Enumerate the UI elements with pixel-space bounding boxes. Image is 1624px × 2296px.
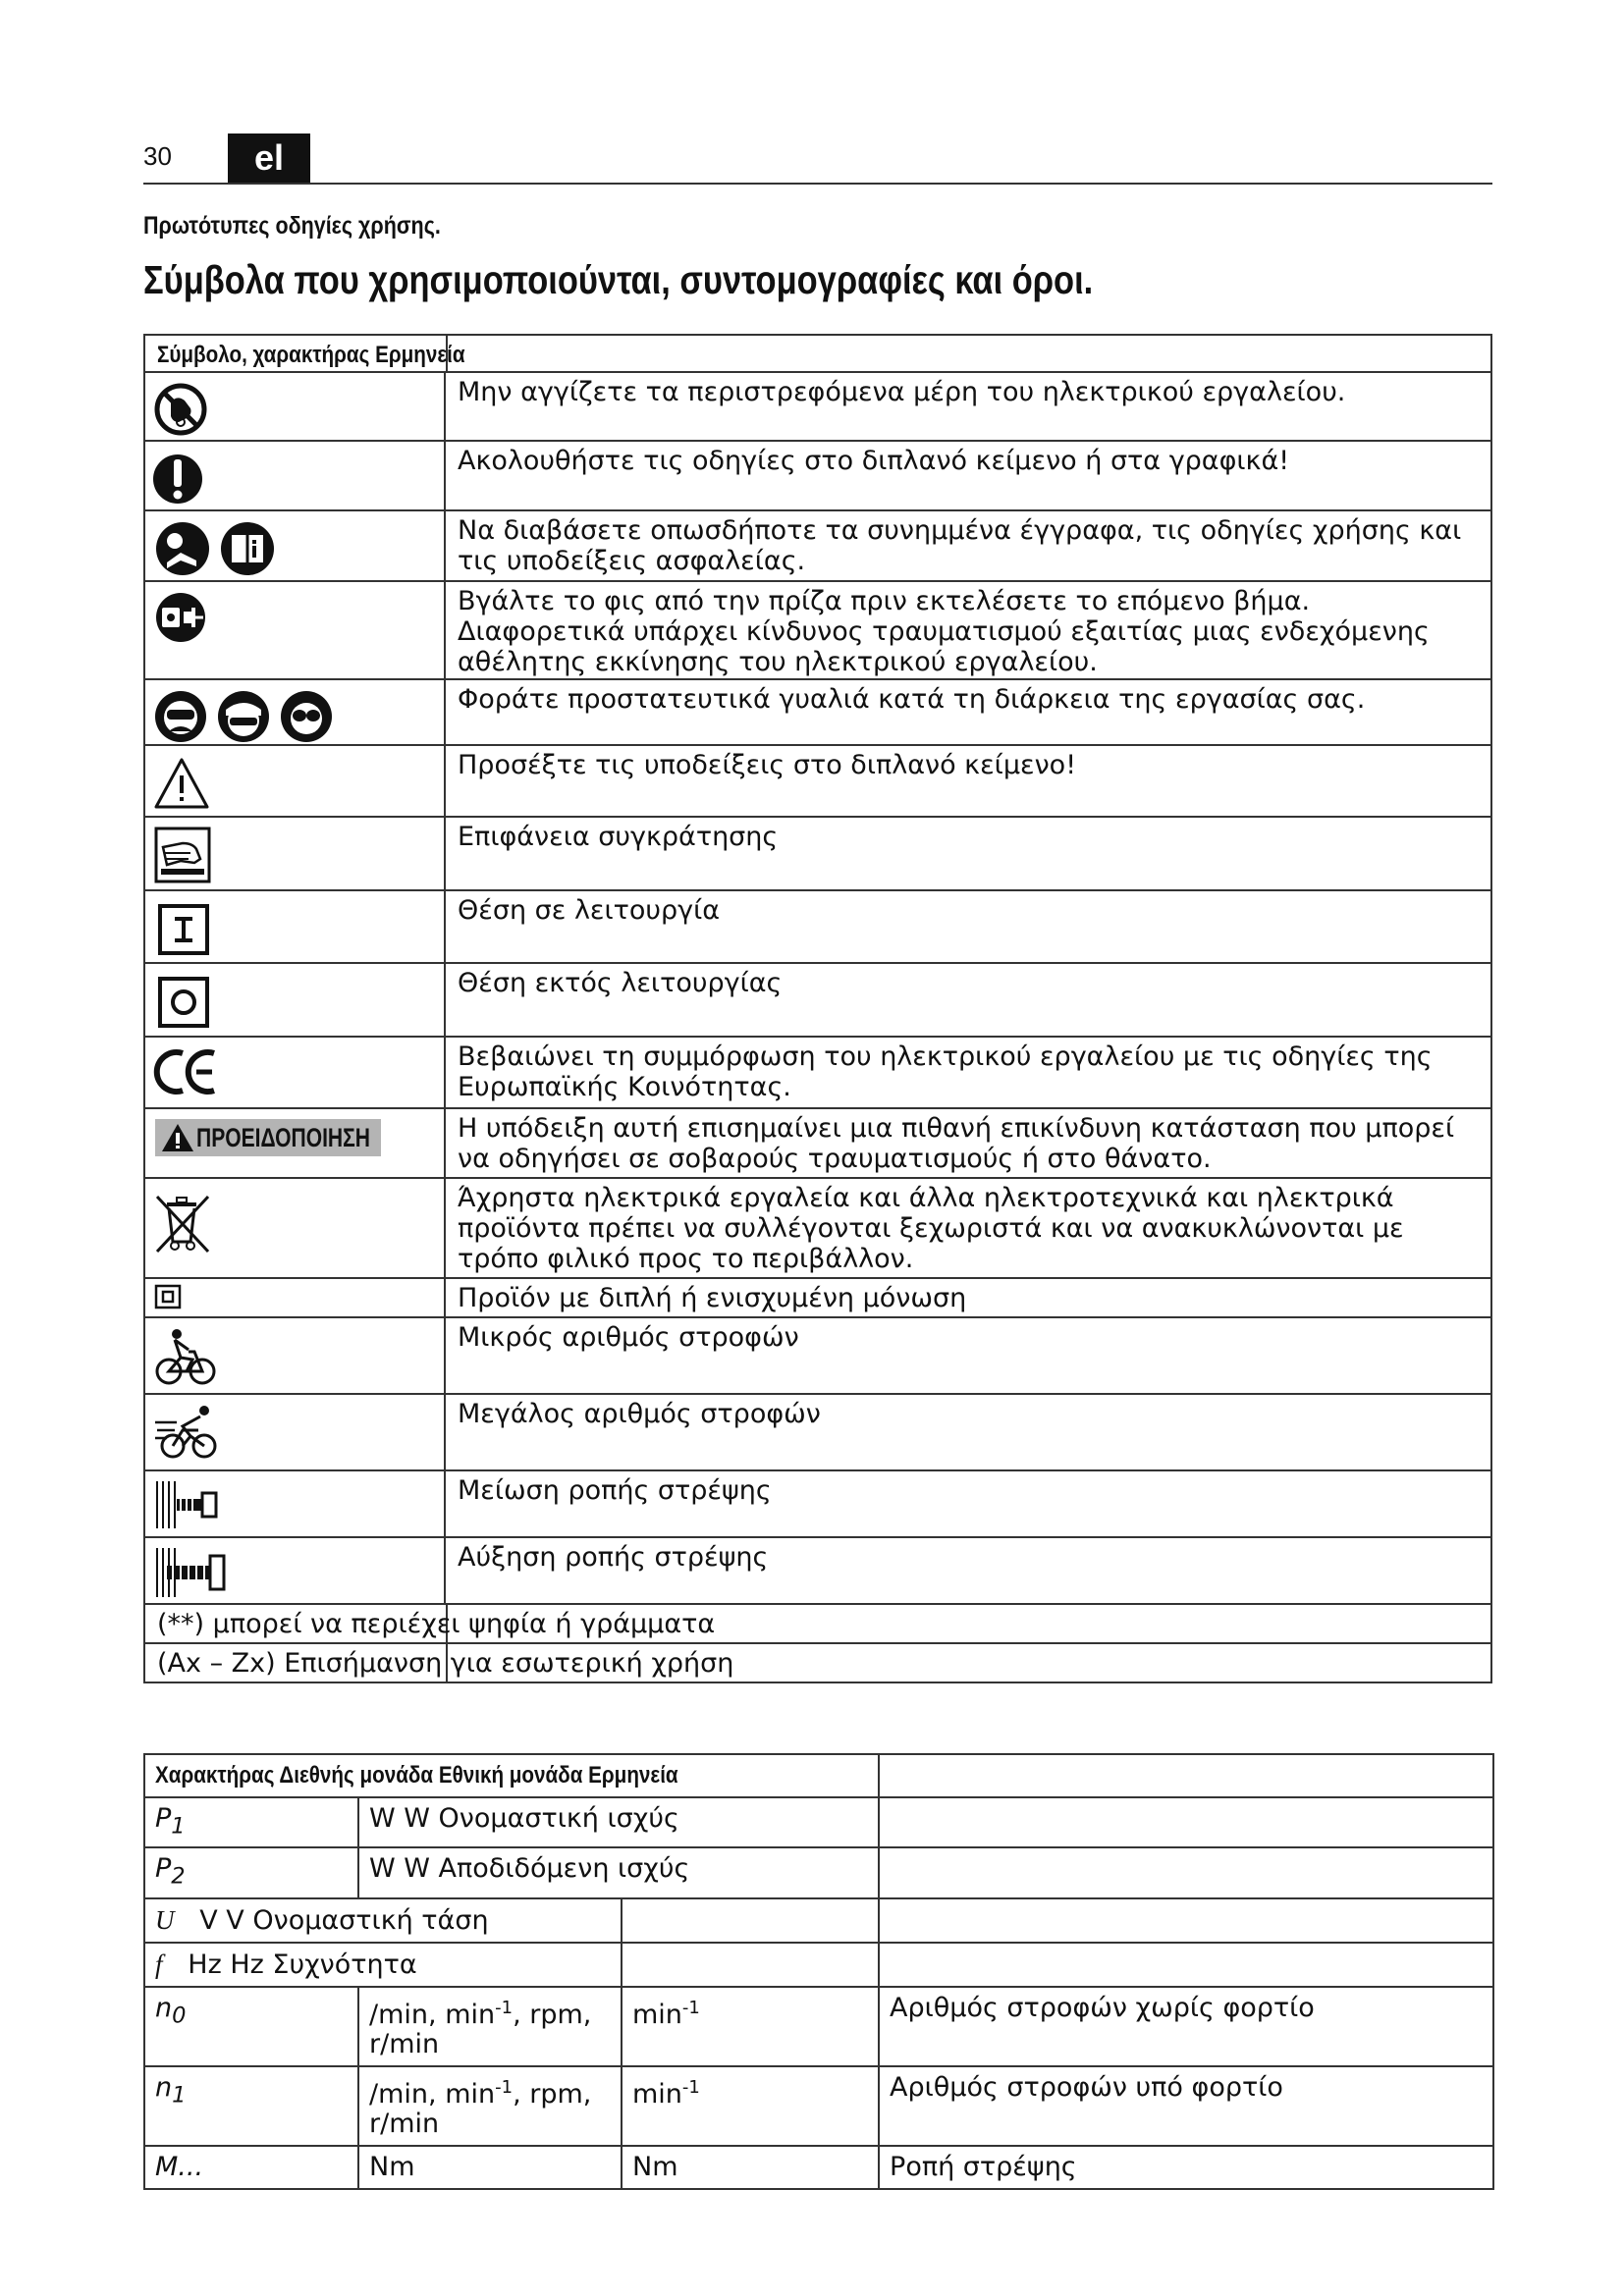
- symbol-description: Μην αγγίζετε τα περιστρεφόμενα μέρη του ηλεκτρικού εργαλείου.: [458, 377, 1346, 407]
- units-table-header: [144, 1754, 1493, 1797]
- page-number: 30: [143, 141, 172, 171]
- table-row: [143, 511, 1492, 582]
- table-row: [144, 1943, 1493, 1987]
- symbol-description: Βγάλτε το φις από την πρίζα πριν εκτελέσετε το επόμενο βήμα. Διαφορετικά υπάρχει κίνδυνος τραυματισμού εξαιτίας μιας ενδεχόμενης αθέλητης εκκίνησης του ηλεκτρικού εργαλείου.: [458, 586, 1430, 677]
- symbol-description: Ακολουθήστε τις οδηγίες στο διπλανό κείμενο ή στα γραφικά!: [458, 446, 1290, 476]
- table-row: [143, 1395, 1492, 1471]
- table-row: [143, 891, 1492, 964]
- unit-cell: /min, $\min^{-1}$, rpm, r/min: [358, 2066, 622, 2146]
- unit-cell: [879, 1797, 1493, 1847]
- warning-badge-icon: [155, 1119, 381, 1156]
- symbol-description: Η υπόδειξη αυτή επισημαίνει μια πιθανή επικίνδυνη κατάσταση που μπορεί να οδηγήσει σε σοβαρούς τραυματισμούς ή στο θάνατο.: [458, 1113, 1455, 1174]
- unit-symbol-subscript: 1: [171, 1813, 186, 1840]
- unit-symbol: n: [155, 2071, 173, 2103]
- unit-symbol: n: [155, 1992, 173, 2023]
- unit-symbol-subscript: 0: [172, 2002, 187, 2029]
- header-rule: [143, 183, 1492, 185]
- protective-goggles-icon: [153, 688, 340, 745]
- table-row: [143, 373, 1492, 442]
- units-table: [143, 1753, 1494, 2190]
- unit-cell: /min, $\min^{-1}$, rpm, r/min: [358, 1987, 622, 2066]
- table-row: [144, 1797, 1493, 1847]
- symbol-description: Να διαβάσετε οπωσδήποτε τα συνημμένα έγγραφα, τις οδηγίες χρήσης και τις υποδείξεις ασφαλείας.: [458, 515, 1462, 576]
- unit-cell: W W Αποδιδόμενη ισχύς: [358, 1847, 879, 1897]
- units-header-label: Χαρακτήρας Διεθνής μονάδα Εθνική μονάδα Ερμηνεία: [155, 1762, 678, 1789]
- unit-cell: Ροπή στρέψης: [879, 2146, 1493, 2189]
- unit-cell: [622, 1898, 879, 1943]
- crossed-bin-icon: [153, 1193, 214, 1255]
- table-row: [143, 746, 1492, 818]
- table-note-row: [143, 1644, 1492, 1683]
- note-text: (Ax – Zx) Επισήμανση για εσωτερική χρήση: [157, 1648, 734, 1679]
- symbol-description: Επιφάνεια συγκράτησης: [458, 822, 779, 852]
- read-manual-icon: [153, 519, 281, 578]
- unit-cell: Nm: [358, 2146, 622, 2189]
- unit-symbol: f: [155, 1949, 163, 1979]
- fast-bike-icon: [153, 1403, 224, 1462]
- unit-symbol-subscript: 1: [172, 2082, 187, 2109]
- unit-symbol: P: [155, 1853, 172, 1885]
- unit-symbol-subscript: 2: [171, 1863, 186, 1890]
- original-instructions-note: Πρωτότυπες οδηγίες χρήσης.: [143, 212, 441, 240]
- symbols-header-label: Σύμβολο, χαρακτήρας Ερμηνεία: [157, 342, 465, 368]
- exclamation-icon: [153, 450, 202, 508]
- table-row: [143, 680, 1492, 746]
- unit-cell: $\min^{-1}$: [622, 1987, 879, 2066]
- language-tab: el: [228, 133, 310, 183]
- unit-cell: Αριθμός στροφών χωρίς φορτίο: [879, 1987, 1493, 2066]
- unit-symbol: U: [155, 1904, 175, 1935]
- no-touch-rotating-icon: [153, 381, 212, 438]
- note-text: (**) μπορεί να περιέχει ψηφία ή γράμματα: [157, 1609, 716, 1639]
- symbol-description: Μικρός αριθμός στροφών: [458, 1322, 799, 1353]
- double-insulation-icon: [153, 1283, 183, 1310]
- off-position-icon: [153, 972, 212, 1029]
- symbol-description: Θέση σε λειτουργία: [458, 895, 721, 926]
- unit-cell: $\min^{-1}$: [622, 2066, 879, 2146]
- unit-cell: [879, 1847, 1493, 1897]
- unit-cell: Nm: [622, 2146, 879, 2189]
- unit-cell: Αριθμός στροφών υπό φορτίο: [879, 2066, 1493, 2146]
- symbol-description: Μεγάλος αριθμός στροφών: [458, 1399, 821, 1429]
- table-row: [143, 1109, 1492, 1179]
- table-row: [143, 1038, 1492, 1109]
- table-row: [144, 1898, 1493, 1943]
- table-row: [143, 1179, 1492, 1279]
- unit-cell: [622, 1943, 879, 1987]
- symbol-description: Προσέξτε τις υποδείξεις στο διπλανό κείμενο!: [458, 750, 1077, 780]
- table-row: [143, 1279, 1492, 1318]
- table-note-row: [143, 1605, 1492, 1644]
- unit-cell: [879, 1943, 1493, 1987]
- symbol-description: Άχρηστα ηλεκτρικά εργαλεία και άλλα ηλεκτροτεχνικά και ηλεκτρικά προϊόντα πρέπει να συλλέγονται ξεχωριστά και να ανακυκλώνονται με τρόπο φιλικό προς το περιβάλλον.: [458, 1183, 1404, 1274]
- symbol-description: Μείωση ροπής στρέψης: [458, 1475, 772, 1506]
- table-row: [143, 442, 1492, 511]
- table-row: [143, 582, 1492, 680]
- ce-mark-icon: [153, 1045, 222, 1098]
- slow-bike-icon: [153, 1326, 218, 1387]
- page-title: Σύμβολα που χρησιμοποιούνται, συντομογραφίες και όροι.: [143, 257, 1094, 302]
- unit-cell: W W Ονομαστική ισχύς: [358, 1797, 879, 1847]
- symbols-table-header: [143, 334, 1492, 373]
- table-row: [143, 818, 1492, 891]
- table-row: [144, 2066, 1493, 2146]
- symbol-description: Προϊόν με διπλή ή ενισχυμένη μόνωση: [458, 1283, 967, 1313]
- unit-cell: V V Ονομαστική τάση: [199, 1904, 489, 1936]
- unit-symbol: M...: [144, 2146, 358, 2189]
- table-row: [144, 1847, 1493, 1897]
- on-position-icon: [153, 899, 212, 956]
- table-row: [143, 1318, 1492, 1395]
- torque-decrease-icon: [153, 1479, 222, 1530]
- table-row: [143, 964, 1492, 1038]
- table-row: [143, 1538, 1492, 1605]
- table-row: [143, 1471, 1492, 1538]
- symbol-description: Βεβαιώνει τη συμμόρφωση του ηλεκτρικού εργαλείου με τις οδηγίες της Ευρωπαϊκής Κοινότητας.: [458, 1041, 1433, 1102]
- symbols-table: [143, 334, 1492, 1683]
- warning-triangle-icon: [153, 756, 210, 811]
- warning-badge-label: ΠΡΟΕΙΔΟΠΟΙΗΣΗ: [196, 1123, 370, 1152]
- unit-cell: Hz Hz Συχνότητα: [188, 1949, 417, 1980]
- symbol-description: Φοράτε προστατευτικά γυαλιά κατά τη διάρκεια της εργασίας σας.: [458, 684, 1366, 715]
- table-row: [144, 1987, 1493, 2066]
- unplug-icon: [153, 590, 208, 645]
- unit-symbol: P: [155, 1803, 172, 1834]
- torque-increase-icon: [153, 1546, 232, 1599]
- unit-cell: [879, 1898, 1493, 1943]
- table-row: [144, 2146, 1493, 2189]
- grip-surface-icon: [153, 826, 212, 884]
- symbol-description: Θέση εκτός λειτουργίας: [458, 968, 783, 998]
- symbol-description: Αύξηση ροπής στρέψης: [458, 1542, 769, 1573]
